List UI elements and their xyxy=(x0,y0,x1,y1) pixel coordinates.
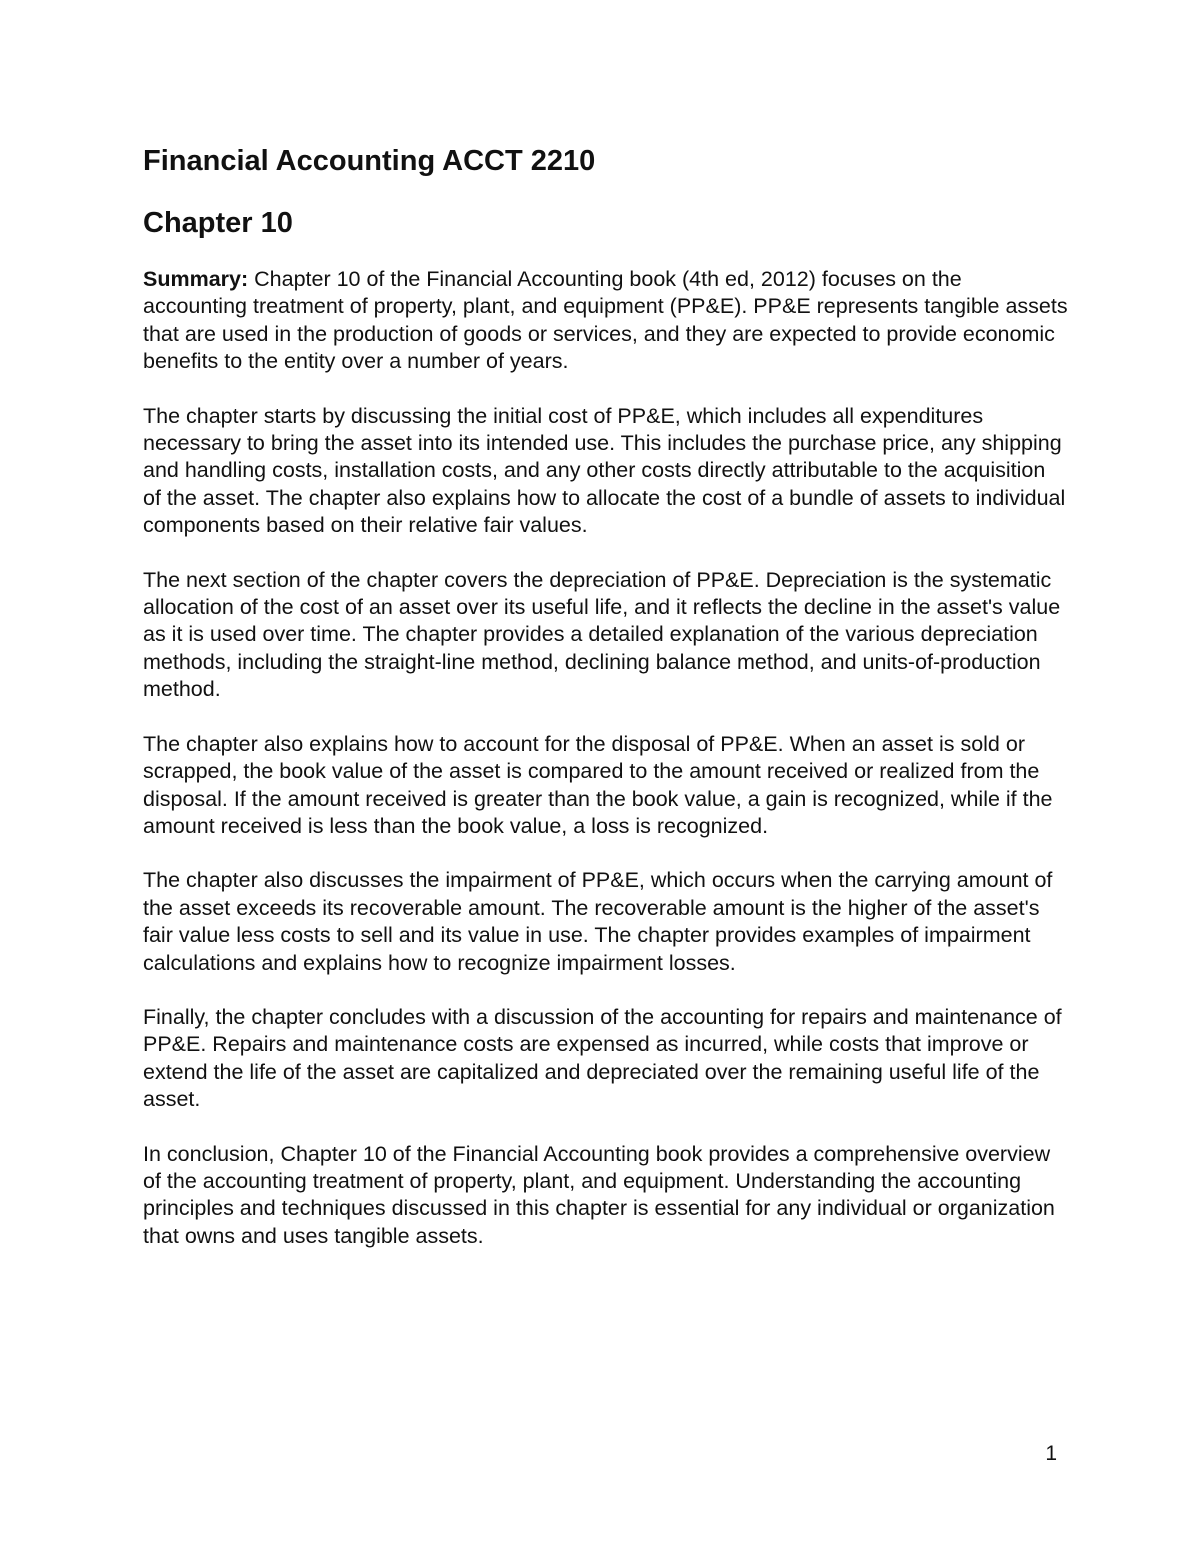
paragraph-conclusion: In conclusion, Chapter 10 of the Financial Accounting book provides a comprehensive overview of the accounting treatment of property, plant, and equipment. Understanding the accounting principles and techniques discussed in this chapter is essential for any individual or organization that owns and uses tangible assets. xyxy=(143,1141,1055,1248)
summary-label: Summary: xyxy=(143,267,249,291)
summary-paragraph xyxy=(143,266,1068,376)
summary-text: Chapter 10 of the Financial Accounting book (4th ed, 2012) focuses on the accounting treatment of property, plant, and equipment (PP&E). PP&E represents tangible assets that are used in the production of goods or services, and they are expected to provide economic benefits to the entity over a number of years. xyxy=(143,267,1068,374)
page-number: 1 xyxy=(1045,1442,1057,1465)
document-title: Financial Accounting ACCT 2210 xyxy=(143,145,596,177)
paragraph-impairment: The chapter also discusses the impairment of PP&E, which occurs when the carrying amount of the asset exceeds its recoverable amount. The recoverable amount is the higher of the asset's fair value less costs to sell and its value in use. The chapter provides examples of impairment calculations and explains how to recognize impairment losses. xyxy=(143,868,1053,975)
paragraph-depreciation: The next section of the chapter covers the depreciation of PP&E. Depreciation is the systematic allocation of the cost of an asset over its useful life, and it reflects the decline in the asset's value as it is used over time. The chapter provides a detailed explanation of the various depreciation methods, including the straight-line method, declining balance method, and units-of-production method. xyxy=(143,567,1061,702)
paragraph-disposal: The chapter also explains how to account for the disposal of PP&E. When an asset is sold or scrapped, the book value of the asset is compared to the amount received or realized from the disposal. If the amount received is greater than the book value, a gain is recognized, while if the amount received is less than the book value, a loss is recognized. xyxy=(143,731,1053,838)
chapter-heading: Chapter 10 xyxy=(143,207,293,239)
paragraph-repairs: Finally, the chapter concludes with a discussion of the accounting for repairs and maintenance of PP&E. Repairs and maintenance costs are expensed as incurred, while costs that improve or extend the life of the asset are capitalized and depreciated over the remaining useful life of the asset. xyxy=(143,1004,1062,1112)
paragraph-initial-cost: The chapter starts by discussing the initial cost of PP&E, which includes all expenditures necessary to bring the asset into its intended use. This includes the purchase price, any shipping and handling costs, installation costs, and any other costs directly attributable to the acquisition of the asset. The chapter also explains how to allocate the cost of a bundle of assets to individual components based on their relative fair values. xyxy=(143,403,1066,538)
document-body xyxy=(143,143,1068,1277)
